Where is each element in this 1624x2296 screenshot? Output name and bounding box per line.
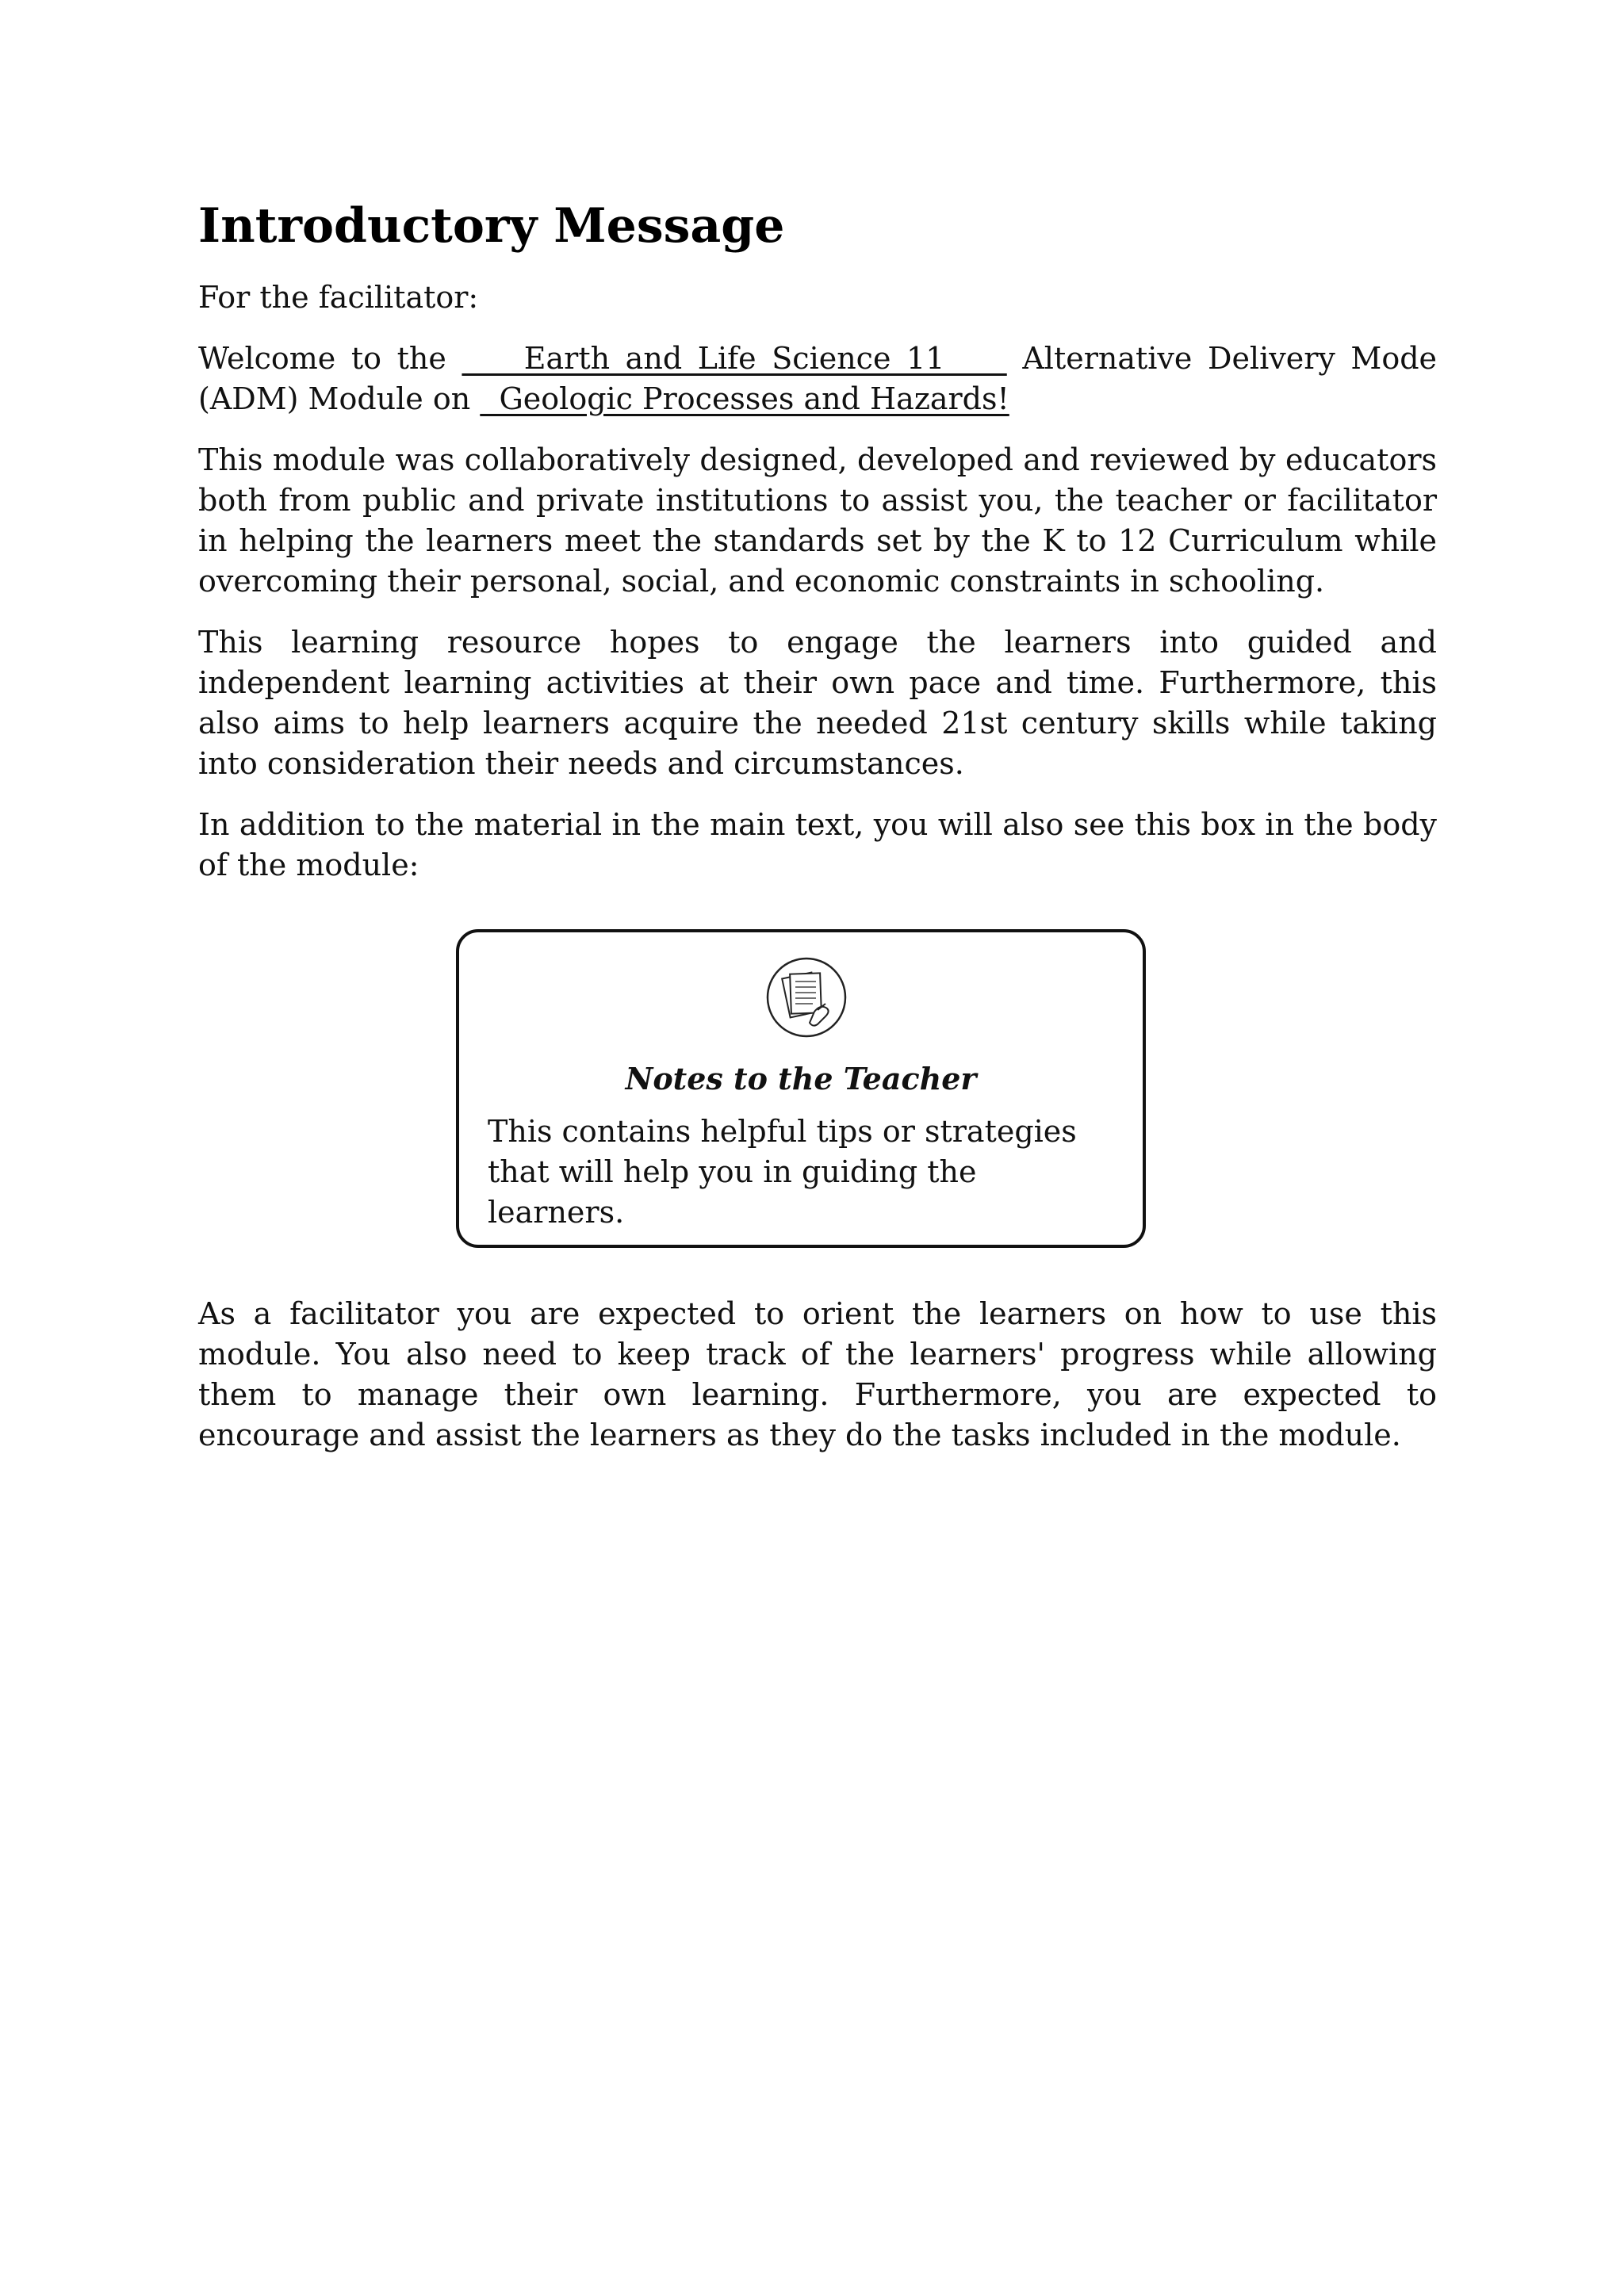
welcome-middle: Alternative Delivery Mode (ADM) Module on [198, 341, 1438, 416]
paragraph-resource: This learning resource hopes to engage the learners into guided and independent learning activities at their own pace and time. Furthermore, this also aims to help learners acquire the needed 21st century skills while taking into consideration their needs and circumstances. [198, 625, 1437, 781]
closing-section [198, 1294, 1437, 1476]
page-title: Introductory Message [198, 198, 785, 254]
paragraph-closing: As a facilitator you are expected to orient the learners on how to use this module. You also need to keep track of the learners' progress while allowing them to manage their own learning. Furthermore, you are expected to encourage and assist the learners as they do the tasks included in the module. [198, 1296, 1437, 1452]
welcome-paragraph [198, 339, 1437, 419]
notes-box-title: Notes to the Teacher [625, 1061, 977, 1096]
module-topic: Geologic Processes and Hazards! [480, 381, 1009, 416]
notes-box-body: This contains helpful tips or strategies that will help you in guiding the learners. [488, 1114, 1077, 1230]
notes-to-teacher-box [456, 929, 1146, 1248]
paragraph-purpose: This module was collaboratively designed, developed and reviewed by educators both from public and private institutions to assist you, the teacher or facilitator in helping the learners meet the standards set by the K to 12 Curriculum while overcoming their personal, social, and economic constraints in schooling. [198, 442, 1437, 599]
notes-paper-icon [765, 956, 848, 1039]
facilitator-label: For the facilitator: [198, 280, 479, 315]
welcome-prefix: Welcome to the [198, 341, 462, 376]
subject-name: Earth and Life Science 11 [462, 341, 1007, 376]
page-content [198, 190, 1438, 1452]
paragraph-box-intro: In addition to the material in the main text, you will also see this box in the body of the module: [198, 807, 1437, 882]
